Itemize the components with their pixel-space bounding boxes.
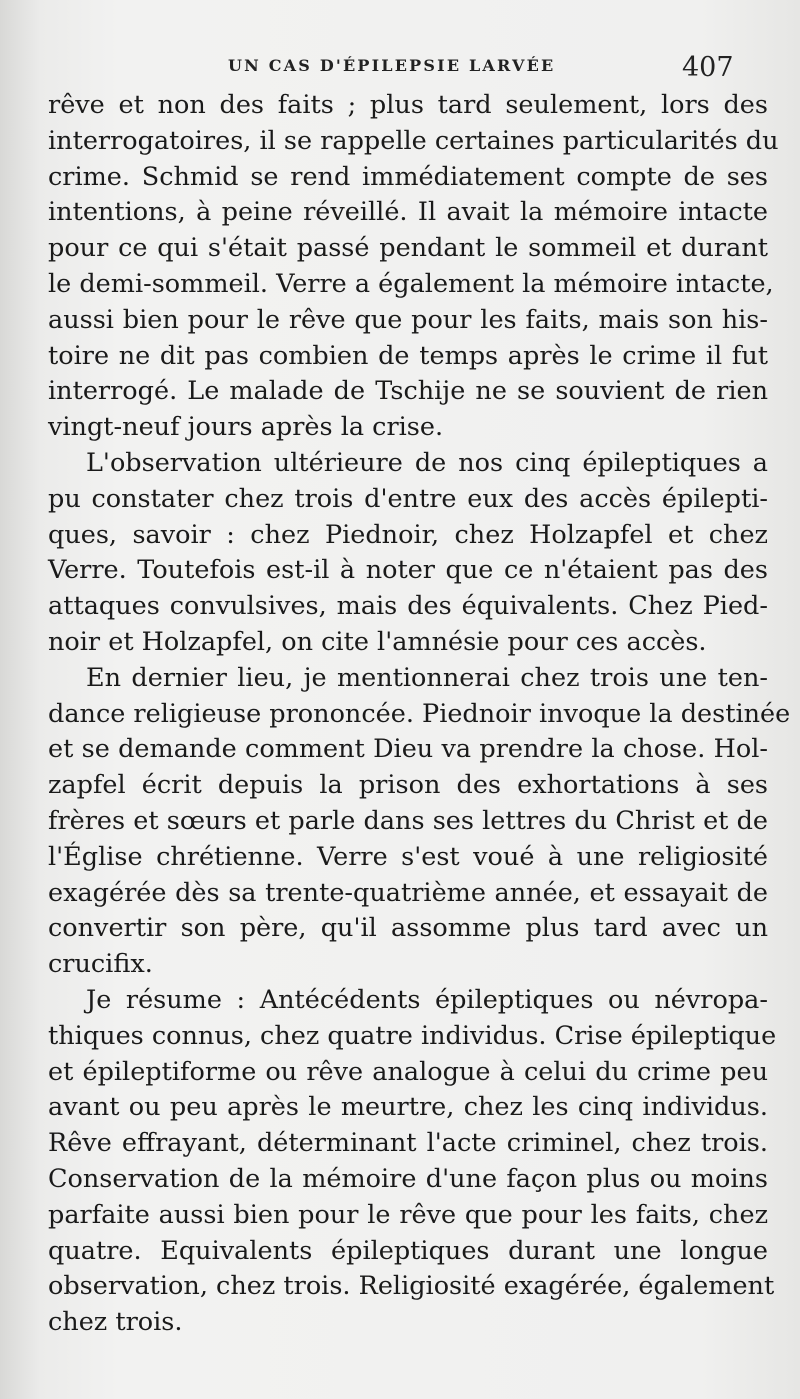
text-line: Verre. Toutefois est-il à noter que ce n'étaient pas des xyxy=(48,555,768,586)
text-line: zapfel écrit depuis la prison des exhortations à ses xyxy=(48,770,768,801)
text-line: parfaite aussi bien pour le rêve que pour les faits, chez xyxy=(48,1199,768,1230)
text-line: noir et Holzapfel, on cite l'amnésie pour ces accès. xyxy=(48,626,707,657)
text-line: le demi-sommeil. Verre a également la mémoire intacte, xyxy=(48,268,774,299)
text-line: thiques connus, chez quatre individus. Crise épileptique xyxy=(48,1020,777,1051)
text-line: avant ou peu après le meurtre, chez les cinq individus. xyxy=(48,1092,768,1123)
text-line: Conservation de la mémoire d'une façon plus ou moins xyxy=(48,1163,768,1194)
running-title: UN CAS D'ÉPILEPSIE LARVÉE xyxy=(228,56,556,75)
text-line: quatre. Equivalents épileptiques durant une longue xyxy=(48,1235,768,1266)
text-line: pour ce qui s'était passé pendant le sommeil et durant xyxy=(48,233,768,264)
page-number: 407 xyxy=(682,52,734,83)
paragraph-1 xyxy=(48,88,779,446)
text-line: crime. Schmid se rend immédiatement compte de ses xyxy=(48,161,768,192)
text-line: toire ne dit pas combien de temps après le crime il fut xyxy=(48,340,768,371)
text-line: rêve et non des faits ; plus tard seulement, lors des xyxy=(48,90,768,120)
text-line: vingt-neuf jours après la crise. xyxy=(48,412,444,443)
text-line: ques, savoir : chez Piednoir, chez Holzapfel et chez xyxy=(48,519,768,550)
text-line: observation, chez trois. Religiosité exagérée, également xyxy=(48,1271,775,1302)
text-line: intentions, à peine réveillé. Il avait la mémoire intacte xyxy=(48,197,768,228)
text-line: frères et sœurs et parle dans ses lettres du Christ et de xyxy=(48,805,768,836)
text-line: En dernier lieu, je mentionnerai chez trois une ten- xyxy=(86,662,768,693)
text-line: exagérée dès sa trente-quatrième année, et essayait de xyxy=(48,877,768,908)
text-line: aussi bien pour le rêve que pour les faits, mais son his- xyxy=(48,304,768,335)
text-line: L'observation ultérieure de nos cinq épileptiques a xyxy=(86,447,768,478)
text-line: convertir son père, qu'il assomme plus tard avec un xyxy=(48,913,768,944)
paragraph-2 xyxy=(48,446,768,661)
body-text xyxy=(48,88,791,1341)
text-line: pu constater chez trois d'entre eux des accès épilepti- xyxy=(48,483,768,514)
paragraph-3 xyxy=(48,661,791,983)
text-line: dance religieuse prononcée. Piednoir invoque la destinée xyxy=(48,698,791,729)
text-line: et se demande comment Dieu va prendre la chose. Hol- xyxy=(48,734,768,765)
text-line: Je résume : Antécédents épileptiques ou névropa- xyxy=(86,984,768,1015)
text-line: l'Église chrétienne. Verre s'est voué à une religiosité xyxy=(48,841,768,872)
page-header xyxy=(0,52,800,86)
text-line: Rêve effrayant, déterminant l'acte criminel, chez trois. xyxy=(48,1128,768,1159)
text-line: attaques convulsives, mais des équivalents. Chez Pied- xyxy=(48,591,768,622)
text-line: chez trois. xyxy=(48,1307,183,1338)
text-line: crucifix. xyxy=(48,949,153,980)
text-line: interrogé. Le malade de Tschije ne se souvient de rien xyxy=(48,376,768,407)
text-line: et épileptiforme ou rêve analogue à celui du crime peu xyxy=(48,1056,768,1087)
text-line: interrogatoires, il se rappelle certaines particularités du xyxy=(48,125,779,156)
paragraph-4 xyxy=(48,983,777,1341)
